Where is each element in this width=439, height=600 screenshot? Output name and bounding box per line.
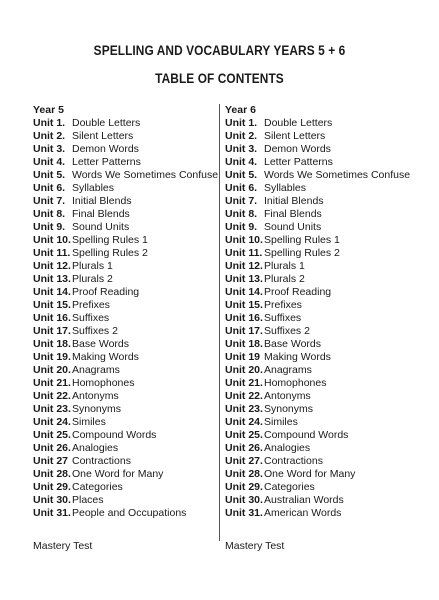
unit-title: American Words [264,507,342,519]
unit-number: Unit 1. [225,117,258,129]
unit-number: Unit 9. [33,221,66,233]
unit-row [33,416,218,429]
unit-title: One Word for Many [264,468,356,480]
unit-row [33,442,218,455]
unit-title: Initial Blends [264,195,324,207]
unit-number: Unit 18. [33,338,71,350]
unit-title: Spelling Rules 1 [264,234,340,246]
unit-title: Base Words [72,338,129,350]
unit-title: Australian Words [264,494,344,506]
unit-row [225,169,435,182]
unit-number: Unit 31. [225,507,263,519]
unit-title: Antonyms [72,390,119,402]
unit-number: Unit 26. [33,442,71,454]
unit-title: Silent Letters [264,130,326,142]
unit-number: Unit 7. [33,195,66,207]
unit-number: Unit 12. [33,260,71,272]
unit-number: Unit 5. [33,169,66,181]
unit-row [33,247,218,260]
unit-title: Double Letters [72,117,141,129]
unit-title: Suffixes [72,312,110,324]
unit-title: Proof Reading [264,286,332,298]
unit-number: Unit 6. [33,182,66,194]
unit-number: Unit 1. [33,117,66,129]
unit-row [33,195,218,208]
unit-number: Unit 13. [33,273,71,285]
unit-row [225,507,435,520]
unit-number: Unit 11. [33,247,71,259]
unit-row [225,351,435,364]
unit-title: Homophones [264,377,327,389]
column-divider [219,104,220,541]
unit-number: Unit 29. [225,481,263,493]
unit-title: Demon Words [264,143,331,155]
page-title: SPELLING AND VOCABULARY YEARS 5 + 6 [93,43,346,58]
unit-row [33,494,218,507]
unit-number: Unit 8. [225,208,258,220]
unit-number: Unit 29. [33,481,71,493]
unit-number: Unit 4. [33,156,66,168]
unit-row [225,481,435,494]
unit-row [33,351,218,364]
unit-row [225,286,435,299]
year5-unit-list [33,117,218,520]
unit-row [33,143,218,156]
unit-title: Contractions [72,455,131,467]
year5-column [33,104,218,520]
unit-title: Spelling Rules 2 [264,247,340,259]
unit-number: Unit 25. [225,429,263,441]
unit-row [225,234,435,247]
unit-row [225,208,435,221]
unit-number: Unit 8. [33,208,66,220]
unit-title: Analogies [72,442,119,454]
unit-number: Unit 25. [33,429,71,441]
unit-title: Making Words [264,351,331,363]
unit-number: Unit 23. [225,403,263,415]
unit-row [225,195,435,208]
unit-number: Unit 31. [33,507,71,519]
unit-row [33,130,218,143]
unit-row [225,377,435,390]
unit-row [225,325,435,338]
unit-number: Unit 24. [225,416,263,428]
year6-unit-list [225,117,435,520]
unit-number: Unit 2. [33,130,66,142]
toc-heading: TABLE OF CONTENTS [155,71,284,86]
unit-title: Making Words [72,351,139,363]
unit-title: Sound Units [264,221,322,233]
unit-row [33,429,218,442]
year6-mastery-test: Mastery Test [225,540,285,552]
unit-row [225,403,435,416]
unit-number: Unit 21. [33,377,71,389]
unit-number: Unit 3. [33,143,66,155]
unit-row [225,455,435,468]
unit-title: Proof Reading [72,286,140,298]
unit-title: Double Letters [264,117,333,129]
unit-row [33,182,218,195]
unit-number: Unit 7. [225,195,258,207]
unit-number: Unit 10. [33,234,71,246]
unit-row [225,221,435,234]
unit-row [33,403,218,416]
unit-number: Unit 14. [225,286,263,298]
unit-row [33,260,218,273]
unit-title: Categories [72,481,123,493]
unit-title: Spelling Rules 2 [72,247,148,259]
unit-title: Words We Sometimes Confuse [72,169,219,181]
unit-title: Analogies [264,442,311,454]
unit-number: Unit 21. [225,377,263,389]
unit-number: Unit 17. [225,325,263,337]
unit-title: Anagrams [72,364,120,376]
unit-title: Prefixes [72,299,110,311]
year5-heading: Year 5 [33,104,64,116]
unit-number: Unit 27 [33,455,69,467]
unit-row [225,338,435,351]
unit-row [225,182,435,195]
unit-title: Words We Sometimes Confuse [264,169,411,181]
unit-title: Plurals 1 [72,260,113,272]
unit-row [225,312,435,325]
unit-row [33,299,218,312]
unit-number: Unit 20. [225,364,263,376]
unit-title: Synonyms [72,403,122,415]
unit-row [225,117,435,130]
unit-row [225,494,435,507]
unit-title: Similes [72,416,106,428]
unit-row [33,377,218,390]
unit-number: Unit 4. [225,156,258,168]
unit-title: Suffixes [264,312,302,324]
unit-number: Unit 19 [225,351,261,363]
unit-title: Synonyms [264,403,314,415]
unit-row [225,390,435,403]
unit-row [33,390,218,403]
unit-title: Demon Words [72,143,139,155]
unit-row [225,273,435,286]
unit-title: Homophones [72,377,135,389]
unit-title: Initial Blends [72,195,132,207]
unit-number: Unit 13. [225,273,263,285]
unit-row [225,247,435,260]
unit-row [225,442,435,455]
unit-title: Base Words [264,338,321,350]
unit-title: Categories [264,481,315,493]
unit-number: Unit 20. [33,364,71,376]
unit-title: Final Blends [72,208,130,220]
unit-title: Final Blends [264,208,322,220]
unit-title: Places [72,494,104,506]
unit-row [33,507,218,520]
unit-row [33,312,218,325]
unit-number: Unit 28. [33,468,71,480]
unit-row [225,260,435,273]
unit-row [33,156,218,169]
unit-row [33,117,218,130]
unit-number: Unit 10. [225,234,263,246]
unit-title: Silent Letters [72,130,134,142]
unit-number: Unit 11. [225,247,263,259]
unit-number: Unit 17. [33,325,71,337]
unit-row [33,325,218,338]
unit-number: Unit 30. [33,494,71,506]
unit-row [33,364,218,377]
unit-number: Unit 9. [225,221,258,233]
unit-title: Contractions [264,455,323,467]
unit-number: Unit 15. [33,299,71,311]
unit-number: Unit 5. [225,169,258,181]
unit-row [225,130,435,143]
unit-number: Unit 12. [225,260,263,272]
year6-heading: Year 6 [225,104,256,116]
unit-title: Prefixes [264,299,302,311]
unit-number: Unit 18. [225,338,263,350]
unit-row [33,169,218,182]
unit-number: Unit 19. [33,351,71,363]
unit-title: Antonyms [264,390,311,402]
unit-row [33,455,218,468]
unit-title: Sound Units [72,221,130,233]
unit-row [225,143,435,156]
unit-number: Unit 15. [225,299,263,311]
unit-row [225,364,435,377]
unit-row [33,468,218,481]
unit-row [225,299,435,312]
unit-title: Suffixes 2 [264,325,310,337]
unit-number: Unit 26. [225,442,263,454]
unit-number: Unit 22. [33,390,71,402]
unit-number: Unit 6. [225,182,258,194]
unit-title: Anagrams [264,364,312,376]
unit-number: Unit 16. [225,312,263,324]
year6-column [225,104,435,520]
unit-row [33,273,218,286]
unit-number: Unit 2. [225,130,258,142]
unit-title: Plurals 1 [264,260,305,272]
unit-number: Unit 22. [225,390,263,402]
unit-title: Suffixes 2 [72,325,118,337]
unit-row [225,156,435,169]
unit-title: Compound Words [264,429,349,441]
unit-number: Unit 27. [225,455,263,467]
unit-title: Plurals 2 [264,273,305,285]
unit-number: Unit 24. [33,416,71,428]
unit-row [225,468,435,481]
unit-number: Unit 28. [225,468,263,480]
unit-row [225,429,435,442]
unit-title: Compound Words [72,429,157,441]
unit-title: People and Occupations [72,507,187,519]
unit-number: Unit 3. [225,143,258,155]
unit-row [33,208,218,221]
unit-title: Letter Patterns [72,156,141,168]
unit-title: Letter Patterns [264,156,333,168]
unit-title: Syllables [72,182,115,194]
unit-title: Similes [264,416,298,428]
unit-number: Unit 14. [33,286,71,298]
unit-title: Syllables [264,182,307,194]
unit-number: Unit 23. [33,403,71,415]
unit-row [33,286,218,299]
unit-row [33,234,218,247]
unit-row [33,338,218,351]
year5-mastery-test: Mastery Test [33,540,93,552]
unit-row [225,416,435,429]
unit-row [33,221,218,234]
unit-row [33,481,218,494]
unit-title: Plurals 2 [72,273,113,285]
unit-number: Unit 16. [33,312,71,324]
unit-title: Spelling Rules 1 [72,234,148,246]
unit-number: Unit 30. [225,494,263,506]
unit-title: One Word for Many [72,468,164,480]
